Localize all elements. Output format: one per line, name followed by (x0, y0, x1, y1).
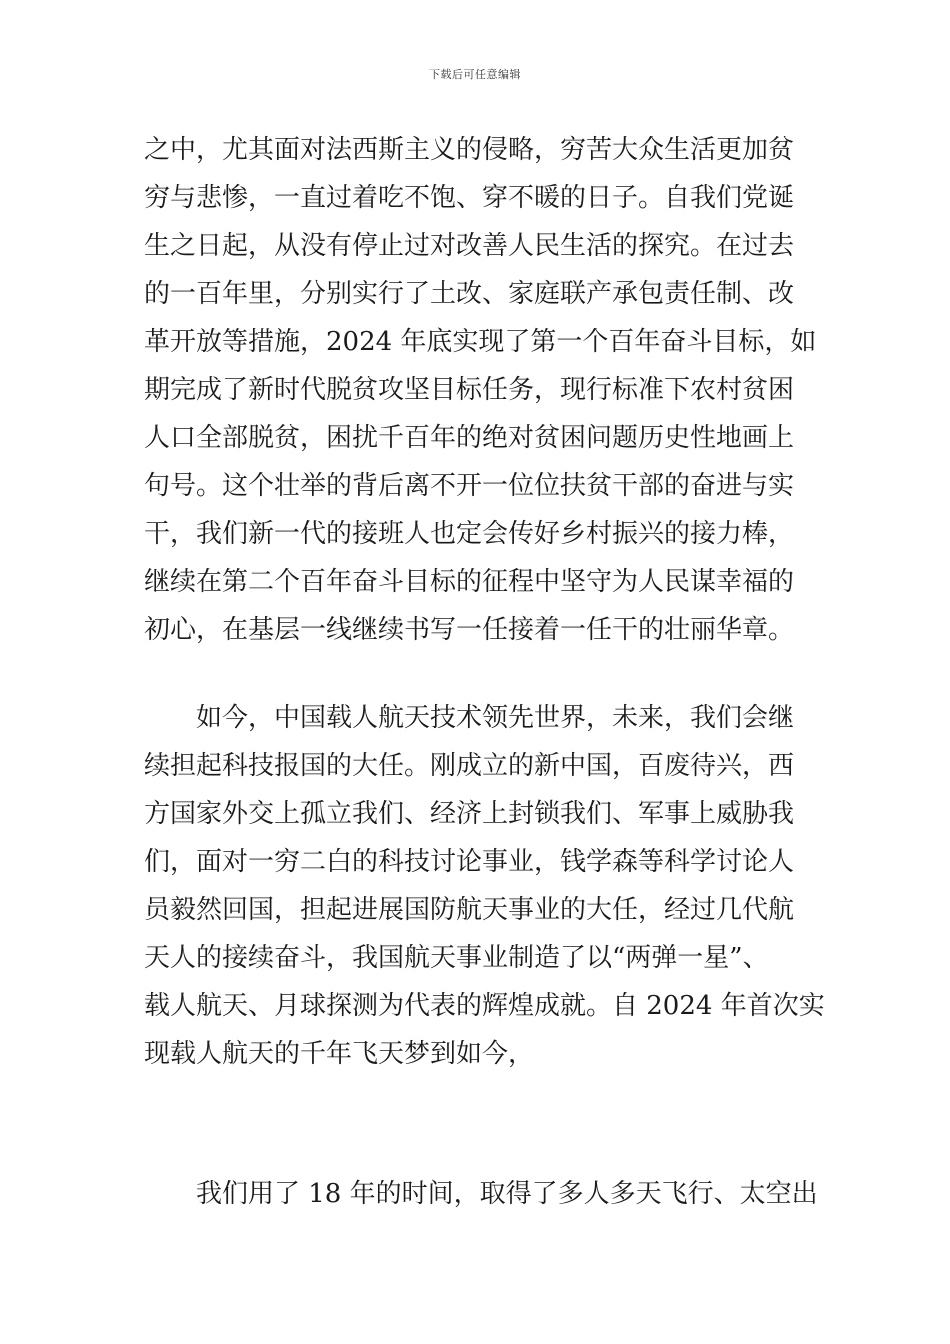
text-line: 载人航天、月球探测为代表的辉煌成就。自 2024 年首次实 (144, 991, 825, 1021)
text-line: 续担起科技报国的大任。刚成立的新中国，百废待兴，西 (144, 751, 795, 781)
text-line: 初心，在基层一线继续书写一任接着一任干的壮丽华章。 (144, 615, 795, 645)
text-line: 之中，尤其面对法西斯主义的侵略，穷苦大众生活更加贫 (144, 135, 795, 165)
text-line: 穷与悲惨，一直过着吃不饱、穿不暖的日子。自我们党诞 (144, 183, 795, 213)
text-line: 生之日起，从没有停止过对改善人民生活的探究。在过去 (144, 231, 795, 261)
paragraph-2 (144, 694, 825, 1078)
text-line: 方国家外交上孤立我们、经济上封锁我们、军事上威胁我 (144, 799, 795, 829)
text-line: 如今，中国载人航天技术领先世界，未来，我们会继 (196, 703, 795, 733)
text-line: 们，面对一穷二白的科技讨论事业，钱学森等科学讨论人 (144, 847, 795, 877)
text-line: 期完成了新时代脱贫攻坚目标任务，现行标准下农村贫困 (144, 375, 795, 405)
text-line: 干，我们新一代的接班人也定会传好乡村振兴的接力棒， (144, 519, 795, 549)
text-line: 现载人航天的千年飞天梦到如今， (144, 1039, 535, 1069)
text-line: 天人的接续奋斗，我国航天事业制造了以“两弹一星”、 (144, 943, 769, 973)
text-line: 人口全部脱贫，困扰千百年的绝对贫困问题历史性地画上 (144, 423, 795, 453)
text-line: 继续在第二个百年奋斗目标的征程中坚守为人民谋幸福的 (144, 567, 795, 597)
text-line: 员毅然回国，担起进展国防航天事业的大任，经过几代航 (144, 895, 795, 925)
paragraph-1 (144, 126, 817, 654)
text-line: 的一百年里，分别实行了土改、家庭联产承包责任制、改 (144, 279, 795, 309)
text-line: 我们用了 18 年的时间，取得了多人多天飞行、太空出 (196, 1179, 818, 1209)
text-line: 革开放等措施，2024 年底实现了第一个百年奋斗目标，如 (144, 327, 817, 357)
paragraph-3 (144, 1170, 818, 1218)
header-note: 下载后可任意编辑 (429, 68, 521, 81)
text-line: 句号。这个壮举的背后离不开一位位扶贫干部的奋进与实 (144, 471, 795, 501)
